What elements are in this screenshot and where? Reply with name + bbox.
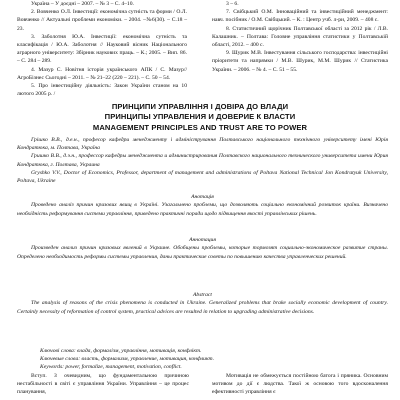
body-text-right-column: Мотивація не обмежується постійною батога і пряника. Основним мотивом до дії є людства. Такої ж основою того вдосконалення ефективності управління є xyxy=(212,373,388,396)
abstract-ukrainian xyxy=(17,193,388,218)
abstract-heading: Анотація xyxy=(191,194,214,200)
reference-item: 2. Вовченко О.Л. Інвестиції: економічна сутність та форми / О.Л. Вовченко // Актуальні проблеми економіки. – 2004. –№6(30). – С.18 – 23. xyxy=(17,9,187,32)
reference-item: 3. Заболотня Ю.А. Інвестиції: економічна сутність та класифікація / Ю.А. Заболотня // Науковий вісник Національного аграрного університету: Збірник наукових праць. – К.; 2005. – Вип. 86. – С. 284 – 289. xyxy=(17,33,187,65)
author-affiliation-russian: Гришко В.В., д.э.н., профессор кафедры менеджмента и администрирования Полтавского национального технического университета имени Юрия Кондратюка, г. Полтава, Украина xyxy=(17,153,388,168)
abstract-russian xyxy=(17,236,388,261)
keywords-english: Keywords: power, formalize, management, motivation, conflict. xyxy=(40,364,182,371)
abstract-english xyxy=(17,291,388,316)
keywords-russian: Ключевые слова: власть, формализм, управление, мотивация, конфликт. xyxy=(40,356,215,363)
references-left-column xyxy=(17,0,187,98)
abstract-text: Проведено аналіз причин кризових явищ в Україні. Узагальнено проблеми, що дозволяють соціально економічний розвиток країни. Визначено необхідність реформування системи управління, приведено практичні поради щодо підвищення якості управлінських рішень. xyxy=(17,202,388,217)
reference-item: 9. Шурик М.В. Інвестування сільського господарства: інвестиційні пріоритети та напрямки / М.В. Шурик, М.М. Шурик // Статистика України. – 2006. – № 4. – С. 51 – 55. xyxy=(212,50,388,73)
author-affiliations xyxy=(17,136,388,185)
keywords-ukrainian: Ключові слова: влада, формалізм, управління, мотивація, конфлікт. xyxy=(40,348,202,354)
author-affiliation-ukrainian: Грішко В.В., д.е.н., професор кафедри менеджменту і адміністрування Полтавського національного технічного університету імені Юрія Кондратюка, м. Полтава, Україна xyxy=(17,137,388,152)
article-title-ukrainian: ПРИНЦИПИ УПРАВЛІННЯ І ДОВІРА ДО ВЛАДИ xyxy=(111,102,289,111)
reference-item: Україна – У доєдні – 2007. – № 3 – С. 4–10. xyxy=(31,1,134,7)
references-right-column xyxy=(212,0,388,74)
references-section xyxy=(0,0,400,98)
article-title-block xyxy=(0,102,400,133)
reference-item: 8. Статистичний щорічник Полтавської області за 2012 рік / Л.В. Калашник. – Полтава: Головне управління статистики у Полтавській області, 2012. – 400 с. xyxy=(212,25,388,49)
body-text-left-column: Вступ. З очевидним, що фундаментальною причиною нестабільності в світі є управління України. Управління – це процес планування, xyxy=(17,373,189,396)
abstract-text: Произведен анализ причин кризовых явлений в Украине. Обобщены проблемы, которые тормозят социально-экономическое развитие страны. Определено необходимость реформы системы управления, даны практические советы по повышению качества управленческих решений. xyxy=(17,245,388,260)
reference-item: 4. Мазур С. Новітня історія українського АПК / С. Мазур// АгроБізнес Сьогодні – 2011. – № 21–22 (220 – 221). – С. 50 – 54. xyxy=(17,66,187,81)
article-title-russian: ПРИНЦИПЫ УПРАВЛЕНИЯ И ДОВЕРИЕ К ВЛАСТИ xyxy=(104,112,296,122)
keywords-block xyxy=(40,347,388,372)
abstract-heading: Аннотация xyxy=(189,237,216,243)
reference-item: 5. Про інвестиційну діяльність: Закон України станом на 10 лютого 2005 р. / xyxy=(17,83,187,98)
reference-item: 3 – 6. xyxy=(226,1,239,7)
author-affiliation-english: Gryshko V.V., Doctor of Economics, Professor, department of management and administrations of Poltava National Technical Jon Kondratyuk University, Poltava, Ukraine xyxy=(17,169,388,185)
article-title-english: MANAGEMENT PRINCIPLES AND TRUST ARE TO POWER xyxy=(92,122,308,132)
reference-item: 7. Свібцький О.М. Інноваційний та інвестиційний менеджмент: навч. посібник / О.М. Свібцький. – К. : Центр учб. л-ри, 2009. – 408 с. xyxy=(212,9,388,24)
abstract-heading: Abstract xyxy=(193,292,212,298)
abstract-text: The analysis of reasons of the crisis phenomena is conducted in Ukraine. Generalized problems that brake socially economic development of country. Certainly necessity of reformation of control system, practical advices are resulted in relation to upgrading administrative decisions. xyxy=(17,300,388,315)
